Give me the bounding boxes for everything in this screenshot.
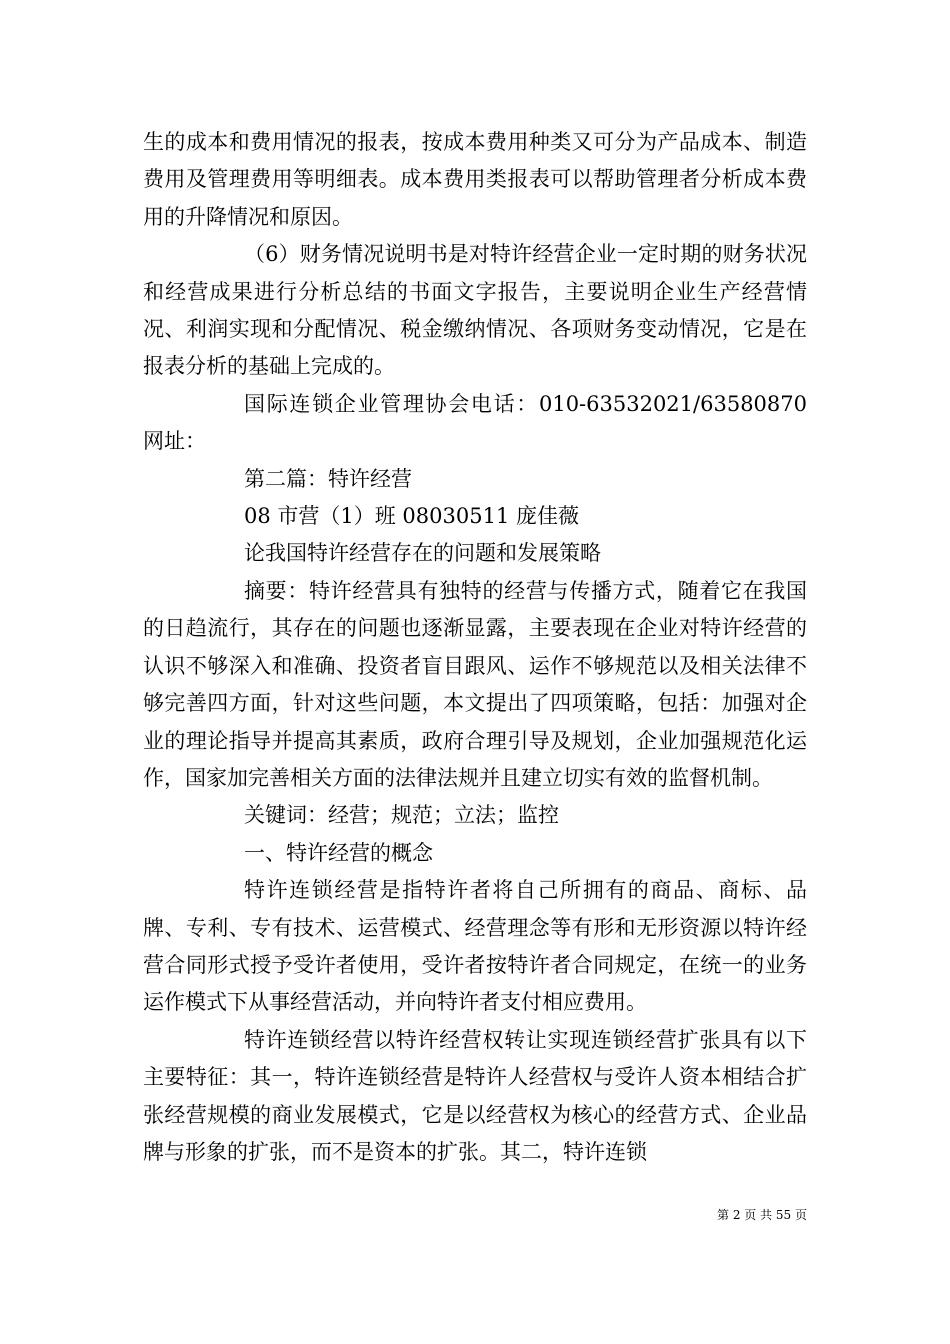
- paragraph-cost-report: 生的成本和费用情况的报表，按成本费用种类又可分为产品成本、制造费用及管理费用等明细表。成本费用类报表可以帮助管理者分析成本费用的升降情况和原因。: [143, 130, 807, 229]
- keywords-line: 关键词：经营；规范；立法；监控: [244, 803, 559, 828]
- document-body: [143, 124, 807, 1171]
- paragraph-financial-statement: （6）财务情况说明书是对特许经营企业一定时期的财务状况和经营成果进行分析总结的书面文字报告，主要说明企业生产经营情况、利润实现和分配情况、税金缴纳情况、各项财务变动情况，它是在报表分析的基础上完成的。: [143, 242, 807, 379]
- paragraph-association-contact: 国际连锁企业管理协会电话：010-63532021/63580870 网址：: [143, 391, 807, 454]
- section-heading-franchise: 第二篇：特许经营: [244, 466, 412, 491]
- paragraph-definition: 特许连锁经营是指特许者将自己所拥有的商品、商标、品牌、专利、专有技术、运营模式、经营理念等有形和无形资源以特许经营合同形式授予受许者使用，受许者按特许者合同规定，在统一的业务运作模式下从事经营活动，并向特许者支付相应费用。: [143, 878, 807, 1015]
- page-number-footer: 第 2 页 共 55 页: [717, 1208, 807, 1222]
- article-title: 论我国特许经营存在的问题和发展策略: [244, 541, 601, 566]
- section-heading-concept: 一、特许经营的概念: [244, 840, 433, 865]
- abstract-paragraph: 摘要：特许经营具有独特的经营与传播方式，随着它在我国的日趋流行，其存在的问题也逐渐显露，主要表现在企业对特许经营的认识不够深入和准确、投资者盲目跟风、运作不够规范以及相关法律不够完善四方面，针对这些问题，本文提出了四项策略，包括：加强对企业的理论指导并提高其素质，政府合理引导及规划，企业加强规范化运作，国家加完善相关方面的法律法规并且建立切实有效的监督机制。: [143, 578, 807, 790]
- paragraph-features: 特许连锁经营以特许经营权转让实现连锁经营扩张具有以下主要特征：其一，特许连锁经营是特许人经营权与受许人资本相结合扩张经营规模的商业发展模式，它是以经营权为核心的经营方式、企业品牌与形象的扩张，而不是资本的扩张。其二，特许连锁: [143, 1027, 807, 1164]
- author-line: 08 市营（1）班 08030511 庞佳薇: [244, 504, 579, 529]
